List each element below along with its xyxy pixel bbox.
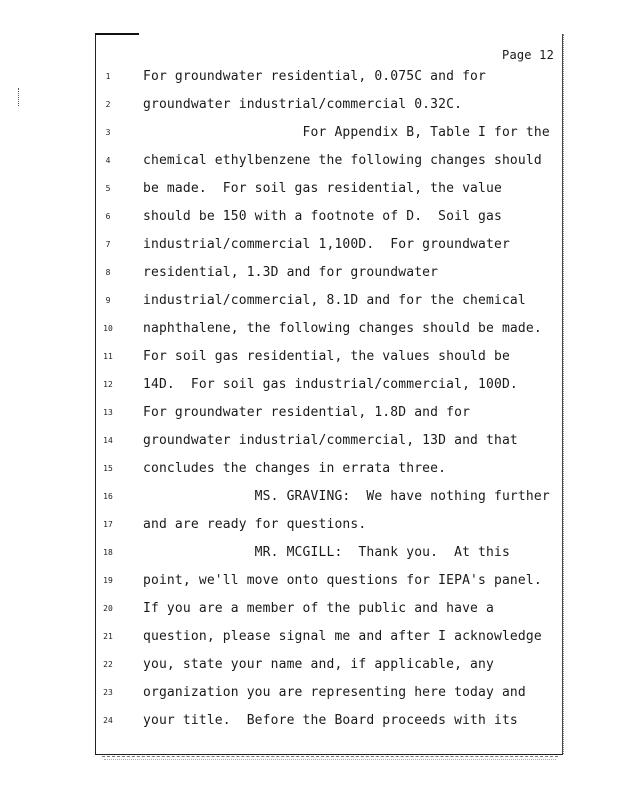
line-text: industrial/commercial, 8.1D and for the chemical: [143, 293, 526, 308]
line-text: MS. GRAVING: We have nothing further: [143, 489, 550, 504]
line-number: 24: [103, 716, 113, 725]
line-number: 19: [103, 576, 113, 585]
line-text: you, state your name and, if applicable, any: [143, 657, 494, 672]
line-text: For soil gas residential, the values should be: [143, 349, 510, 364]
line-text: 14D. For soil gas industrial/commercial, 100D.: [143, 377, 518, 392]
line-number: 8: [105, 268, 111, 277]
transcript-line: [0, 655, 618, 675]
line-number: 3: [105, 128, 111, 137]
line-text: industrial/commercial 1,100D. For groundwater: [143, 237, 510, 252]
line-text: MR. MCGILL: Thank you. At this: [143, 545, 510, 560]
transcript-line: [0, 95, 618, 115]
line-text: be made. For soil gas residential, the value: [143, 181, 502, 196]
line-text: question, please signal me and after I acknowledge: [143, 629, 542, 644]
transcript-line: [0, 291, 618, 311]
line-number: 2: [105, 100, 111, 109]
line-text: If you are a member of the public and have a: [143, 601, 494, 616]
transcript-line: [0, 179, 618, 199]
line-text: residential, 1.3D and for groundwater: [143, 265, 439, 280]
transcript-line: [0, 515, 618, 535]
transcript-line: [0, 571, 618, 591]
line-number: 18: [103, 548, 113, 557]
transcript-line: [0, 347, 618, 367]
line-text: naphthalene, the following changes should be made.: [143, 321, 542, 336]
line-number: 21: [103, 632, 113, 641]
line-number: 9: [105, 296, 111, 305]
line-number: 1: [105, 72, 111, 81]
line-number: 22: [103, 660, 113, 669]
transcript-line: [0, 403, 618, 423]
transcript-line: [0, 67, 618, 87]
line-number: 5: [105, 184, 111, 193]
page-number: Page 12: [502, 48, 554, 62]
line-text: chemical ethylbenzene the following changes should: [143, 153, 542, 168]
line-text: For groundwater residential, 1.8D and for: [143, 405, 471, 420]
line-number: 12: [103, 380, 113, 389]
line-text: and are ready for questions.: [143, 517, 367, 532]
line-text: should be 150 with a footnote of D. Soil gas: [143, 209, 502, 224]
line-number: 10: [103, 324, 113, 333]
transcript-line: [0, 123, 618, 143]
line-text: groundwater industrial/commercial 0.32C.: [143, 97, 463, 112]
line-number: 16: [103, 492, 113, 501]
line-text: For groundwater residential, 0.075C and for: [143, 69, 486, 84]
line-number: 17: [103, 520, 113, 529]
line-text: groundwater industrial/commercial, 13D and that: [143, 433, 518, 448]
line-number: 23: [103, 688, 113, 697]
bottom-border-rule: [102, 756, 558, 757]
line-text: For Appendix B, Table I for the: [143, 125, 550, 140]
transcript-line: [0, 487, 618, 507]
transcript-line: [0, 459, 618, 479]
transcript-line: [0, 235, 618, 255]
transcript-line: [0, 599, 618, 619]
transcript-line: [0, 207, 618, 227]
line-number: 13: [103, 408, 113, 417]
line-text: organization you are representing here today and: [143, 685, 526, 700]
transcript-line: [0, 431, 618, 451]
transcript-line: [0, 543, 618, 563]
transcript-line: [0, 375, 618, 395]
page-top-tab: [95, 33, 139, 35]
transcript-line: [0, 627, 618, 647]
line-text: concludes the changes in errata three.: [143, 461, 447, 476]
transcript-line: [0, 683, 618, 703]
line-number: 11: [103, 352, 113, 361]
transcript-line: [0, 263, 618, 283]
bottom-border-rule-secondary: [104, 759, 556, 760]
transcript-line: [0, 319, 618, 339]
line-number: 7: [105, 240, 111, 249]
line-text: point, we'll move onto questions for IEPA's panel.: [143, 573, 542, 588]
transcript-line: [0, 151, 618, 171]
line-number: 20: [103, 604, 113, 613]
line-number: 14: [103, 436, 113, 445]
line-text: your title. Before the Board proceeds with its: [143, 713, 518, 728]
line-number: 4: [105, 156, 111, 165]
transcript-line: [0, 711, 618, 731]
line-number: 6: [105, 212, 111, 221]
line-number: 15: [103, 464, 113, 473]
